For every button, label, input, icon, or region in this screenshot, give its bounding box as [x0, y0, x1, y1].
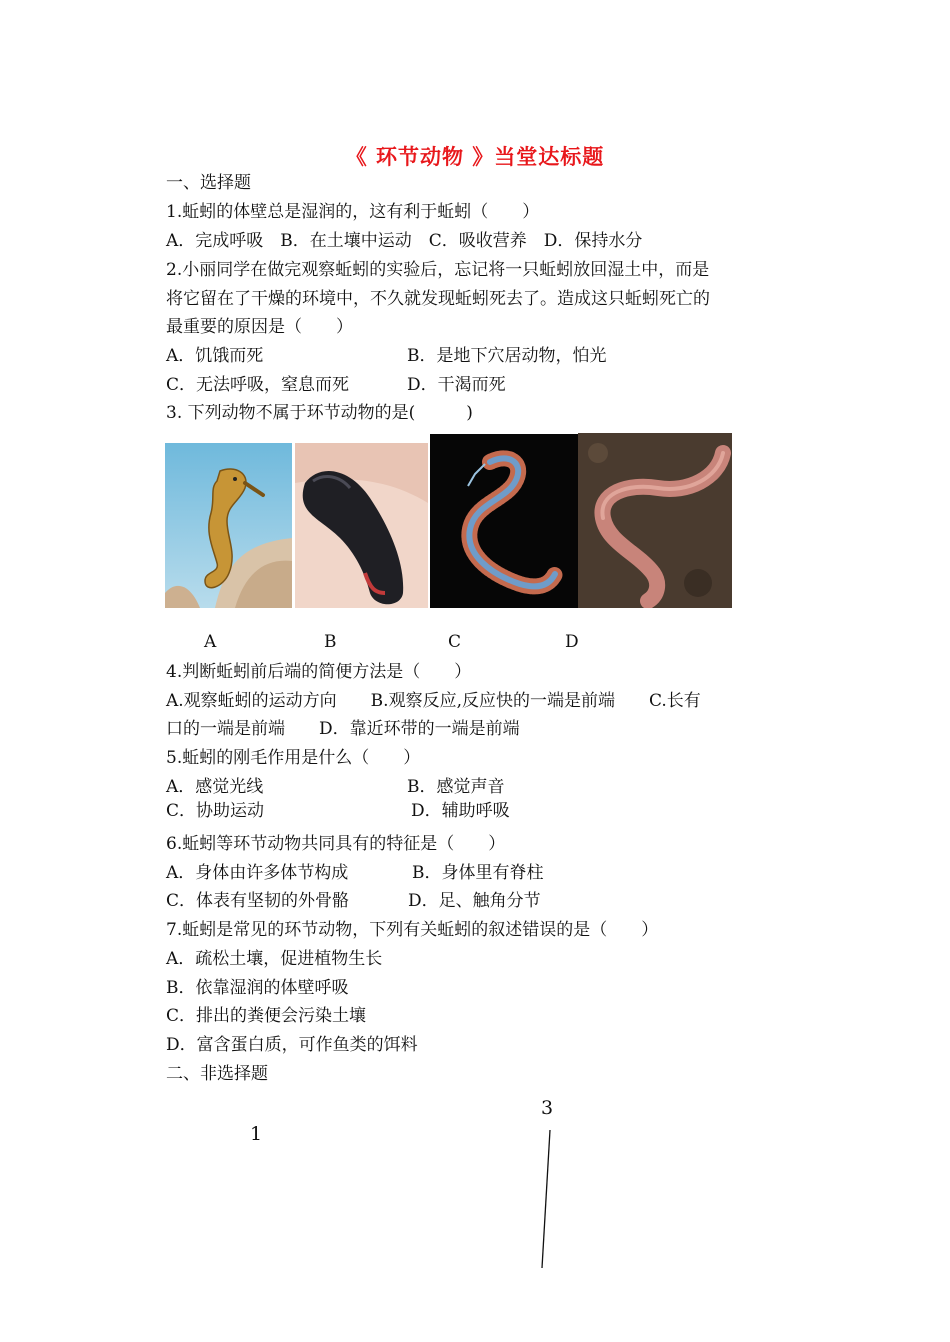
question-7-stem: 7.蚯蚓是常见的环节动物，下列有关蚯蚓的叙述错误的是（ ） [166, 920, 659, 940]
question-6-stem: 6.蚯蚓等环节动物共同具有的特征是（ ） [166, 834, 506, 854]
question-2-option-b: B．是地下穴居动物，怕光 [407, 346, 607, 366]
section-heading-choice: 一、选择题 [166, 173, 251, 193]
question-1-stem: 1.蚯蚓的体壁总是湿润的，这有利于蚯蚓（ ） [166, 202, 540, 222]
leech-image [295, 443, 428, 608]
question-4-line-1: A.观察蚯蚓的运动方向 B.观察反应,反应快的一端是前端 C.长有 [166, 691, 701, 711]
question-2-option-a: A．饥饿而死 [166, 346, 264, 366]
question-5-option-d: D．辅助呼吸 [411, 801, 510, 821]
diagram-pointer-line [530, 1125, 560, 1275]
question-5-option-c: C．协助运动 [166, 801, 265, 821]
question-6-option-c: C．体表有坚韧的外骨骼 [166, 891, 350, 911]
picture-label-c: C [448, 632, 462, 652]
question-5-stem: 5.蚯蚓的刚毛作用是什么（ ） [166, 748, 421, 768]
question-5-option-b: B．感觉声音 [407, 777, 505, 797]
question-4-stem: 4.判断蚯蚓前后端的简便方法是（ ） [166, 662, 472, 682]
question-3-stem: 3. 下列动物不属于环节动物的是( ) [166, 403, 473, 423]
question-6-option-a: A．身体由许多体节构成 [166, 863, 349, 883]
question-7-option-c: C．排出的粪便会污染土壤 [166, 1006, 367, 1026]
question-5-option-a: A．感觉光线 [166, 777, 264, 797]
question-2-line-2: 将它留在了干燥的环境中，不久就发现蚯蚓死去了。造成这只蚯蚓死亡的 [166, 289, 710, 309]
picture-label-b: B [324, 632, 337, 652]
question-2-option-d: D．干渴而死 [407, 375, 506, 395]
section-heading-non-choice: 二、非选择题 [166, 1064, 268, 1084]
earthworm-image [578, 433, 732, 608]
question-4-line-2: 口的一端是前端 D．靠近环带的一端是前端 [166, 719, 520, 739]
question-6-option-b: B．身体里有脊柱 [412, 863, 544, 883]
question-7-option-a: A．疏松土壤，促进植物生长 [166, 949, 383, 969]
question-2-line-1: 2.小丽同学在做完观察蚯蚓的实验后，忘记将一只蚯蚓放回湿土中，而是 [166, 260, 710, 280]
picture-label-a: A [204, 632, 217, 652]
question-2-line-3: 最重要的原因是（ ） [166, 317, 353, 337]
question-7-option-d: D．富含蛋白质，可作鱼类的饵料 [166, 1035, 418, 1055]
diagram-label-1: 1 [250, 1123, 263, 1145]
sandworm-image [430, 434, 578, 608]
question-6-option-d: D．足、触角分节 [408, 891, 541, 911]
diagram-label-3: 3 [541, 1097, 554, 1119]
question-2-option-c: C．无法呼吸，窒息而死 [166, 375, 350, 395]
picture-label-d: D [565, 632, 579, 652]
question-7-option-b: B．依靠湿润的体壁呼吸 [166, 978, 349, 998]
question-1-options: A．完成呼吸 B．在土壤中运动 C．吸收营养 D．保持水分 [166, 231, 643, 251]
page-title: 《 环节动物 》当堂达标题 [345, 145, 605, 169]
seahorse-image [165, 443, 292, 608]
